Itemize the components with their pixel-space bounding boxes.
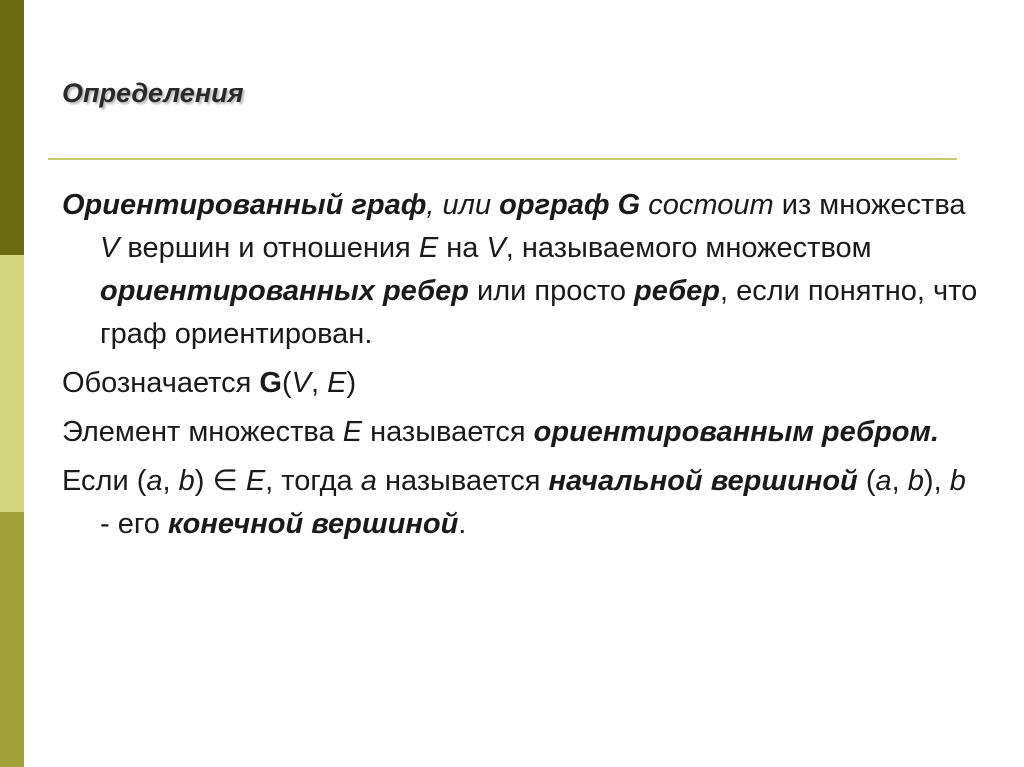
text-fragment: )	[194, 465, 213, 497]
symbol-v: V	[100, 232, 120, 264]
text-fragment: , или	[426, 189, 500, 221]
text-fragment: - его	[100, 508, 168, 540]
term-digraph: орграф G	[499, 189, 641, 221]
symbol-e: E	[245, 465, 266, 497]
symbol-e: E	[418, 232, 439, 264]
text-fragment: Обозначается	[62, 367, 260, 399]
element-of-symbol: ∈	[212, 465, 238, 497]
text-fragment: ,	[310, 367, 328, 399]
text-fragment: Если (	[62, 465, 147, 497]
text-fragment: ,	[891, 465, 908, 497]
symbol-v: V	[291, 367, 311, 399]
definition-paragraph	[62, 184, 982, 356]
term-directed-graph: Ориентированный граф	[62, 189, 427, 221]
symbol-a: a	[875, 465, 892, 497]
symbol-b: b	[178, 465, 195, 497]
symbol-v: V	[486, 232, 506, 264]
text-fragment: )	[346, 367, 357, 399]
symbol-b: b	[949, 465, 966, 497]
text-fragment: называется	[362, 416, 534, 448]
term-terminal-vertex: конечной вершиной	[167, 508, 459, 540]
side-bar-middle-segment	[0, 255, 24, 512]
term-edges: ребер	[634, 275, 721, 307]
text-fragment: , если понятно, что граф ориентирован.	[100, 275, 978, 350]
text-fragment: , называемого множеством	[505, 232, 872, 264]
text-fragment: на	[438, 232, 487, 264]
symbol-a: a	[360, 465, 377, 497]
text-fragment: или просто	[468, 275, 635, 307]
symbol-e: E	[342, 416, 363, 448]
text-fragment: состоит	[640, 189, 774, 221]
vertex-paragraph	[62, 460, 982, 546]
text-fragment: из множества	[773, 189, 966, 221]
element-paragraph	[62, 411, 982, 454]
notation-paragraph	[62, 362, 982, 405]
slide-title: Определения	[62, 78, 244, 108]
term-directed-edges: ориентированных ребер	[100, 275, 469, 307]
term-directed-edge: ориентированным ребром.	[533, 416, 940, 448]
text-fragment: .	[458, 508, 467, 540]
symbol-e: E	[327, 367, 347, 399]
slide-body	[62, 184, 982, 552]
text-fragment: ,	[162, 465, 179, 497]
text-fragment: , тогда	[265, 465, 361, 497]
text-fragment: (	[281, 367, 292, 399]
title-divider	[48, 158, 957, 160]
text-fragment	[238, 465, 246, 497]
term-initial-vertex: начальной вершиной	[548, 465, 858, 497]
text-fragment: вершин и отношения	[119, 232, 419, 264]
side-bar-top-segment	[0, 0, 24, 255]
text-fragment: ),	[923, 465, 950, 497]
symbol-b: b	[907, 465, 924, 497]
symbol-g: G	[259, 367, 282, 399]
symbol-a: a	[146, 465, 163, 497]
text-fragment: Элемент множества	[62, 416, 343, 448]
text-fragment: (	[857, 465, 876, 497]
side-bar-bottom-segment	[0, 512, 24, 767]
text-fragment: называется	[376, 465, 549, 497]
